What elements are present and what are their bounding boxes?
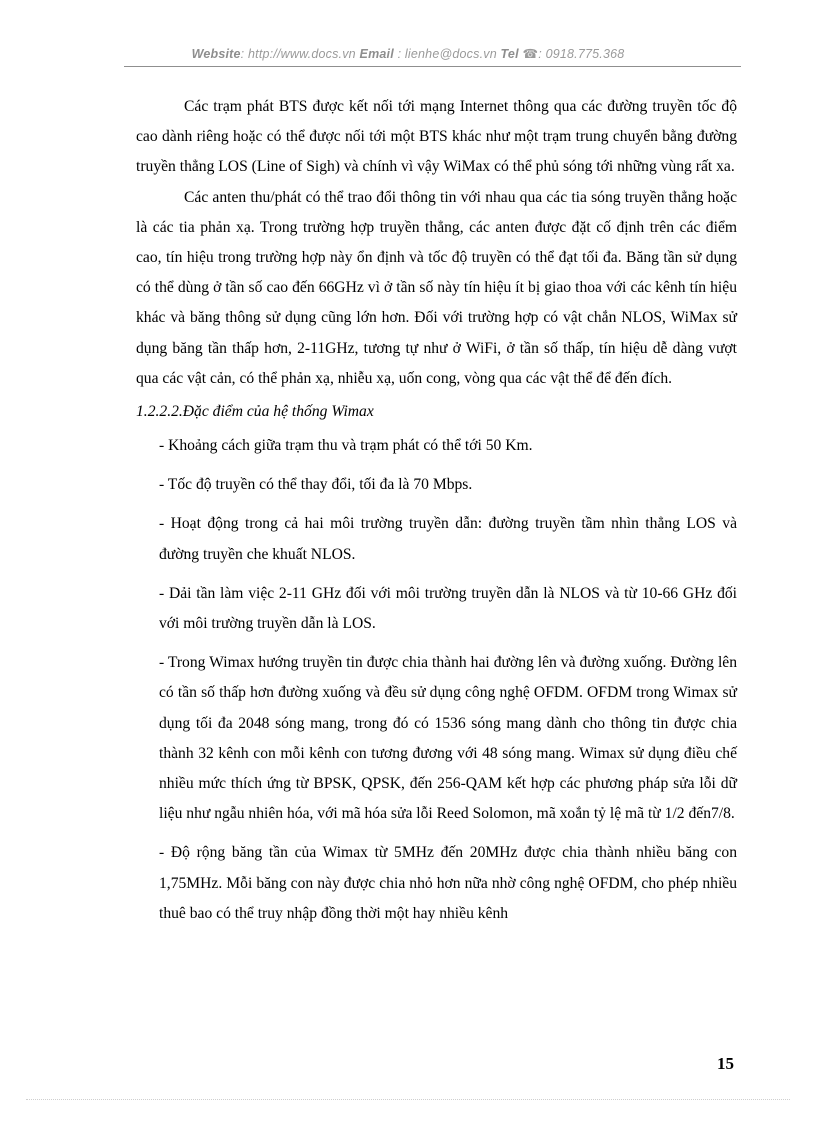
feature-list bbox=[136, 431, 737, 929]
phone-icon: ☎ bbox=[522, 47, 539, 61]
list-item: - Khoảng cách giữa trạm thu và trạm phát có thể tới 50 Km. bbox=[159, 437, 533, 455]
website-label: Website bbox=[191, 47, 241, 61]
paragraph: Các anten thu/phát có thể trao đổi thông tin với nhau qua các tia sóng truyền thẳng hoặc là các tia phản xạ. Trong trường hợp truyền thẳng, các anten được đặt cố định trên các điểm cao, tín hiệu trong trường hợp này ổn định và tốc độ truyền có thể đạt tối đa. Băng tần sử dụng có thể dùng ở tần số cao đến 66GHz vì ở tần số này tín hiệu ít bị giao thoa với các kênh tín hiệu khác và băng thông sử dụng cũng lớn hơn. Đối với trường hợp có vật chắn NLOS, WiMax sử dụng băng tần thấp hơn, 2-11GHz, tương tự như ở WiFi, ở tần số thấp, tín hiệu dễ dàng vượt qua các vật cản, có thể phản xạ, nhiễu xạ, uốn cong, vòng qua các vật thể để đến đích. bbox=[136, 188, 737, 387]
footer-divider bbox=[26, 1099, 790, 1100]
page-number: 15 bbox=[717, 1054, 734, 1073]
list-item: - Tốc độ truyền có thể thay đổi, tối đa là 70 Mbps. bbox=[159, 476, 473, 494]
email-value: : lienhe@docs.vn bbox=[397, 47, 497, 61]
list-item: - Trong Wimax hướng truyền tin được chia thành hai đường lên và đường xuống. Đường lên có tần số thấp hơn đường xuống và đều sử dụng công nghệ OFDM. OFDM trong Wimax sử dụng tối đa 2048 sóng mang, trong đó có 1536 sóng mang dành cho thông tin được chia thành 32 kênh con mỗi kênh con tương đương với 48 sóng mang. Wimax sử dụng điều chế nhiều mức thích ứng từ BPSK, QPSK, đến 256-QAM kết hợp các phương pháp sửa lỗi dữ liệu như ngẫu nhiên hóa, với mã hóa sửa lỗi Reed Solomon, mã xoắn tỷ lệ mã từ 1/2 đến7/8. bbox=[159, 654, 737, 823]
website-value: : http://www.docs.vn bbox=[240, 47, 356, 61]
email-label: Email bbox=[359, 47, 394, 61]
list-item: - Độ rộng băng tần của Wimax từ 5MHz đến 20MHz được chia thành nhiều băng con 1,75MHz. Mỗi băng con này được chia nhỏ hơn nữa nhờ công nghệ OFDM, cho phép nhiều thuê bao có thể truy nhập đồng thời một hay nhiều kênh bbox=[159, 844, 737, 922]
list-item: - Dải tần làm việc 2-11 GHz đối với môi trường truyền dẫn là NLOS và từ 10-66 GHz đối với môi trường truyền dẫn là LOS. bbox=[159, 584, 737, 633]
header-divider bbox=[124, 66, 741, 67]
page-header bbox=[0, 46, 816, 61]
section-heading: 1.2.2.2.Đặc điểm của hệ thống Wimax bbox=[136, 403, 374, 421]
page-content bbox=[136, 92, 737, 938]
tel-value: : 0918.775.368 bbox=[538, 47, 625, 61]
paragraph: Các trạm phát BTS được kết nối tới mạng Internet thông qua các đường truyền tốc độ cao dành riêng hoặc có thể được nối tới một BTS khác như một trạm trung chuyển bằng đường truyền thẳng LOS (Line of Sigh) và chính vì vậy WiMax có thể phủ sóng tới những vùng rất xa. bbox=[136, 98, 737, 176]
tel-label: Tel bbox=[500, 47, 519, 61]
list-item: - Hoạt động trong cả hai môi trường truyền dẫn: đường truyền tầm nhìn thẳng LOS và đường truyền che khuất NLOS. bbox=[159, 515, 737, 563]
